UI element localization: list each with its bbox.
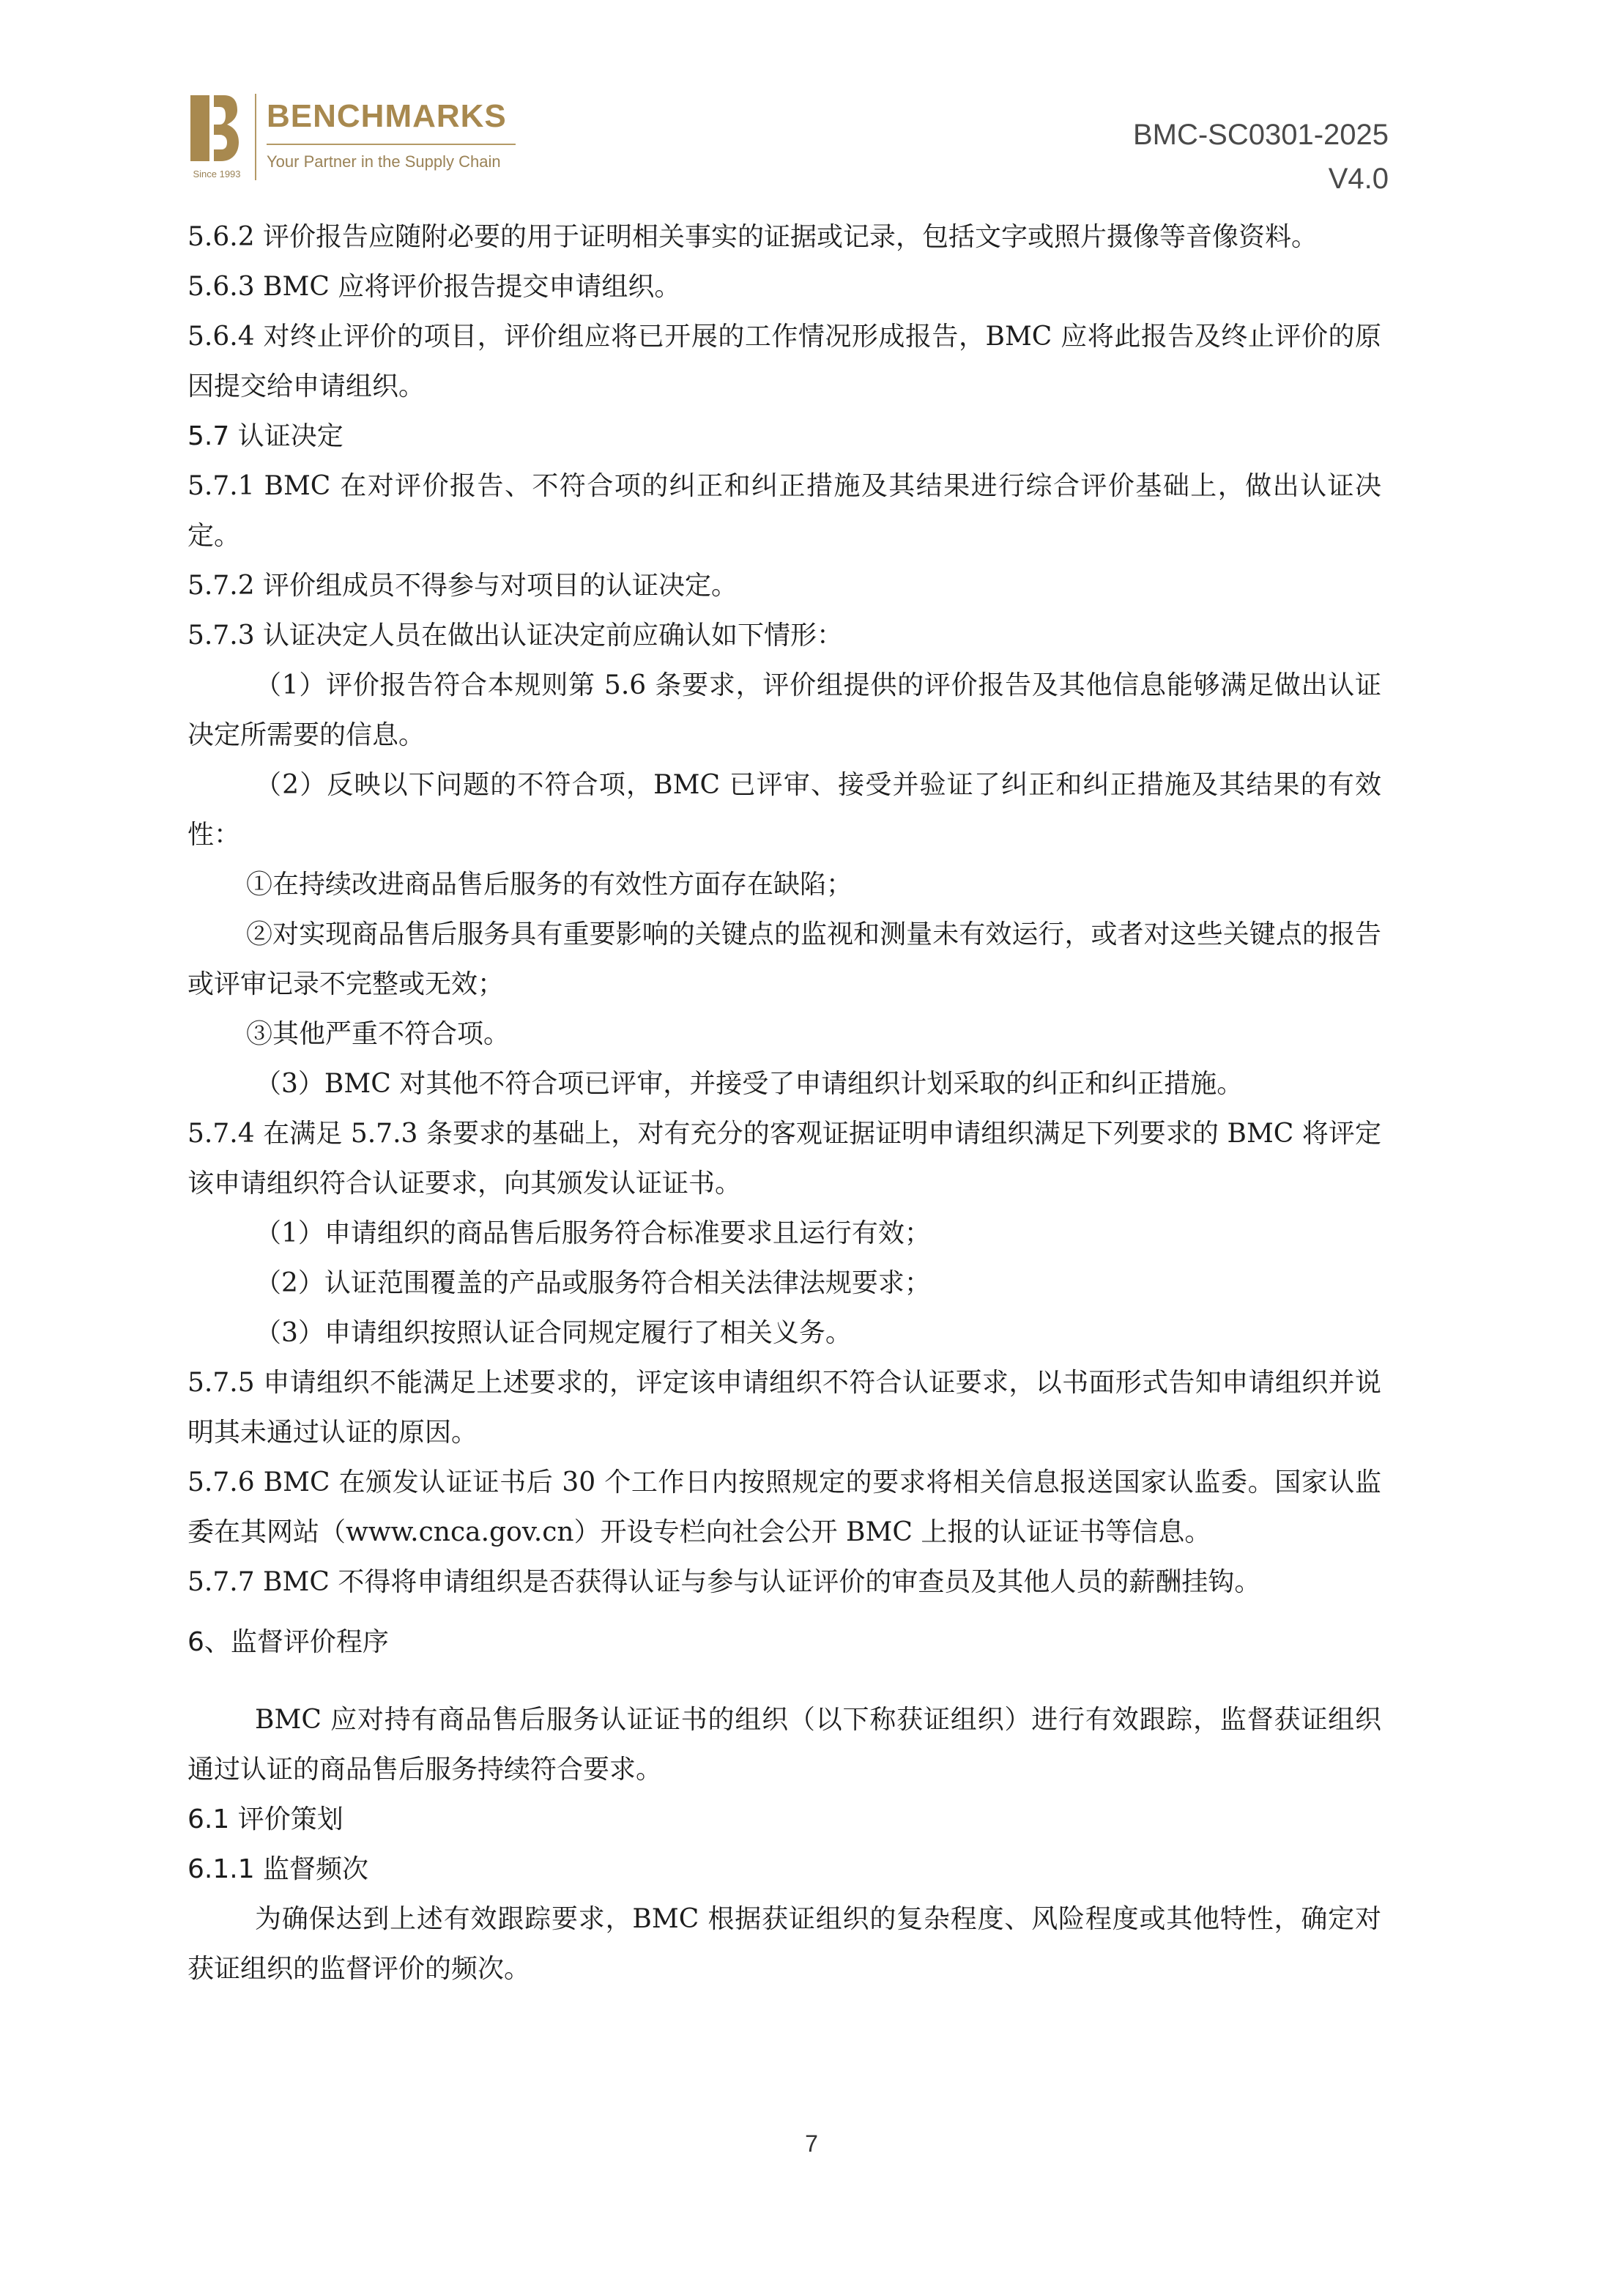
section-heading: 6.1 评价策划 xyxy=(187,1804,343,1834)
section-heading: 5.7 认证决定 xyxy=(187,421,343,451)
paragraph: 5.7.7 BMC 不得将申请组织是否获得认证与参与认证评价的审查员及其他人员的薪酬挂钩。 xyxy=(187,1567,1261,1597)
paragraph: 5.7.2 评价组成员不得参与对项目的认证决定。 xyxy=(187,571,738,601)
paragraph: 5.7.1 BMC 在对评价报告、不符合项的纠正和纠正措施及其结果进行综合评价基础上，做出认证决定。 xyxy=(187,471,1381,551)
paragraph: 5.6.3 BMC 应将评价报告提交申请组织。 xyxy=(187,272,681,302)
paragraph: 5.6.4 对终止评价的项目，评价组应将已开展的工作情况形成报告，BMC 应将此报告及终止评价的原因提交给申请组织。 xyxy=(187,322,1381,401)
sub-item: ②对实现商品售后服务具有重要影响的关键点的监视和测量未有效运行，或者对这些关键点的报告或评审记录不完整或无效； xyxy=(187,919,1381,999)
paragraph: 5.7.6 BMC 在颁发认证证书后 30 个工作日内按照规定的要求将相关信息报送国家认监委。国家认监委在其网站（www.cnca.gov.cn）开设专栏向社会公开 BMC 上报的认证证书等信息。 xyxy=(187,1467,1381,1547)
logo-brand: BENCHMARKS xyxy=(267,98,507,134)
logo-tagline: Your Partner in the Supply Chain xyxy=(267,152,501,171)
paragraph: （1）评价报告符合本规则第 5.6 条要求，评价组提供的评价报告及其他信息能够满足做出认证决定所需要的信息。 xyxy=(187,670,1381,750)
document-body xyxy=(187,212,1381,1994)
document-version: V4.0 xyxy=(1328,163,1389,195)
paragraph: （1）申请组织的商品售后服务符合标准要求且运行有效； xyxy=(255,1218,931,1248)
paragraph: 5.7.4 在满足 5.7.3 条要求的基础上，对有充分的客观证据证明申请组织满足下列要求的 BMC 将评定该申请组织符合认证要求，向其颁发认证证书。 xyxy=(187,1119,1381,1199)
logo-rule xyxy=(267,144,516,145)
paragraph: （3）BMC 对其他不符合项已评审，并接受了申请组织计划采取的纠正和纠正措施。 xyxy=(255,1069,1244,1099)
paragraph: 5.6.2 评价报告应随附必要的用于证明相关事实的证据或记录，包括文字或照片摄像等音像资料。 xyxy=(187,222,1318,252)
page-header xyxy=(0,0,1623,212)
document-code: BMC-SC0301-2025 xyxy=(1132,119,1389,151)
benchmarks-logo xyxy=(187,86,524,182)
paragraph: （2）认证范围覆盖的产品或服务符合相关法律法规要求； xyxy=(255,1268,931,1298)
paragraph: 为确保达到上述有效跟踪要求，BMC 根据获证组织的复杂程度、风险程度或其他特性，确定对获证组织的监督评价的频次。 xyxy=(187,1904,1381,1984)
paragraph: 5.7.5 申请组织不能满足上述要求的，评定该申请组织不符合认证要求，以书面形式告知申请组织并说明其未通过认证的原因。 xyxy=(187,1368,1381,1448)
paragraph: BMC 应对持有商品售后服务认证证书的组织（以下称获证组织）进行有效跟踪，监督获证组织通过认证的商品售后服务持续符合要求。 xyxy=(187,1705,1381,1785)
paragraph: （2）反映以下问题的不符合项，BMC 已评审、接受并验证了纠正和纠正措施及其结果的有效性： xyxy=(187,770,1381,850)
page-number: 7 xyxy=(805,2130,818,2157)
logo-divider xyxy=(255,94,256,180)
sub-item: ③其他严重不符合项。 xyxy=(246,1019,510,1049)
sub-item: ①在持续改进商品售后服务的有效性方面存在缺陷； xyxy=(246,870,853,900)
benchmarks-b-mark-icon xyxy=(187,92,240,164)
paragraph: （3）申请组织按照认证合同规定履行了相关义务。 xyxy=(255,1318,852,1348)
section-heading: 6.1.1 监督频次 xyxy=(187,1854,369,1884)
logo-since: Since 1993 xyxy=(193,169,241,179)
chapter-heading: 6、监督评价程序 xyxy=(187,1627,389,1657)
paragraph: 5.7.3 认证决定人员在做出认证决定前应确认如下情形： xyxy=(187,621,844,651)
